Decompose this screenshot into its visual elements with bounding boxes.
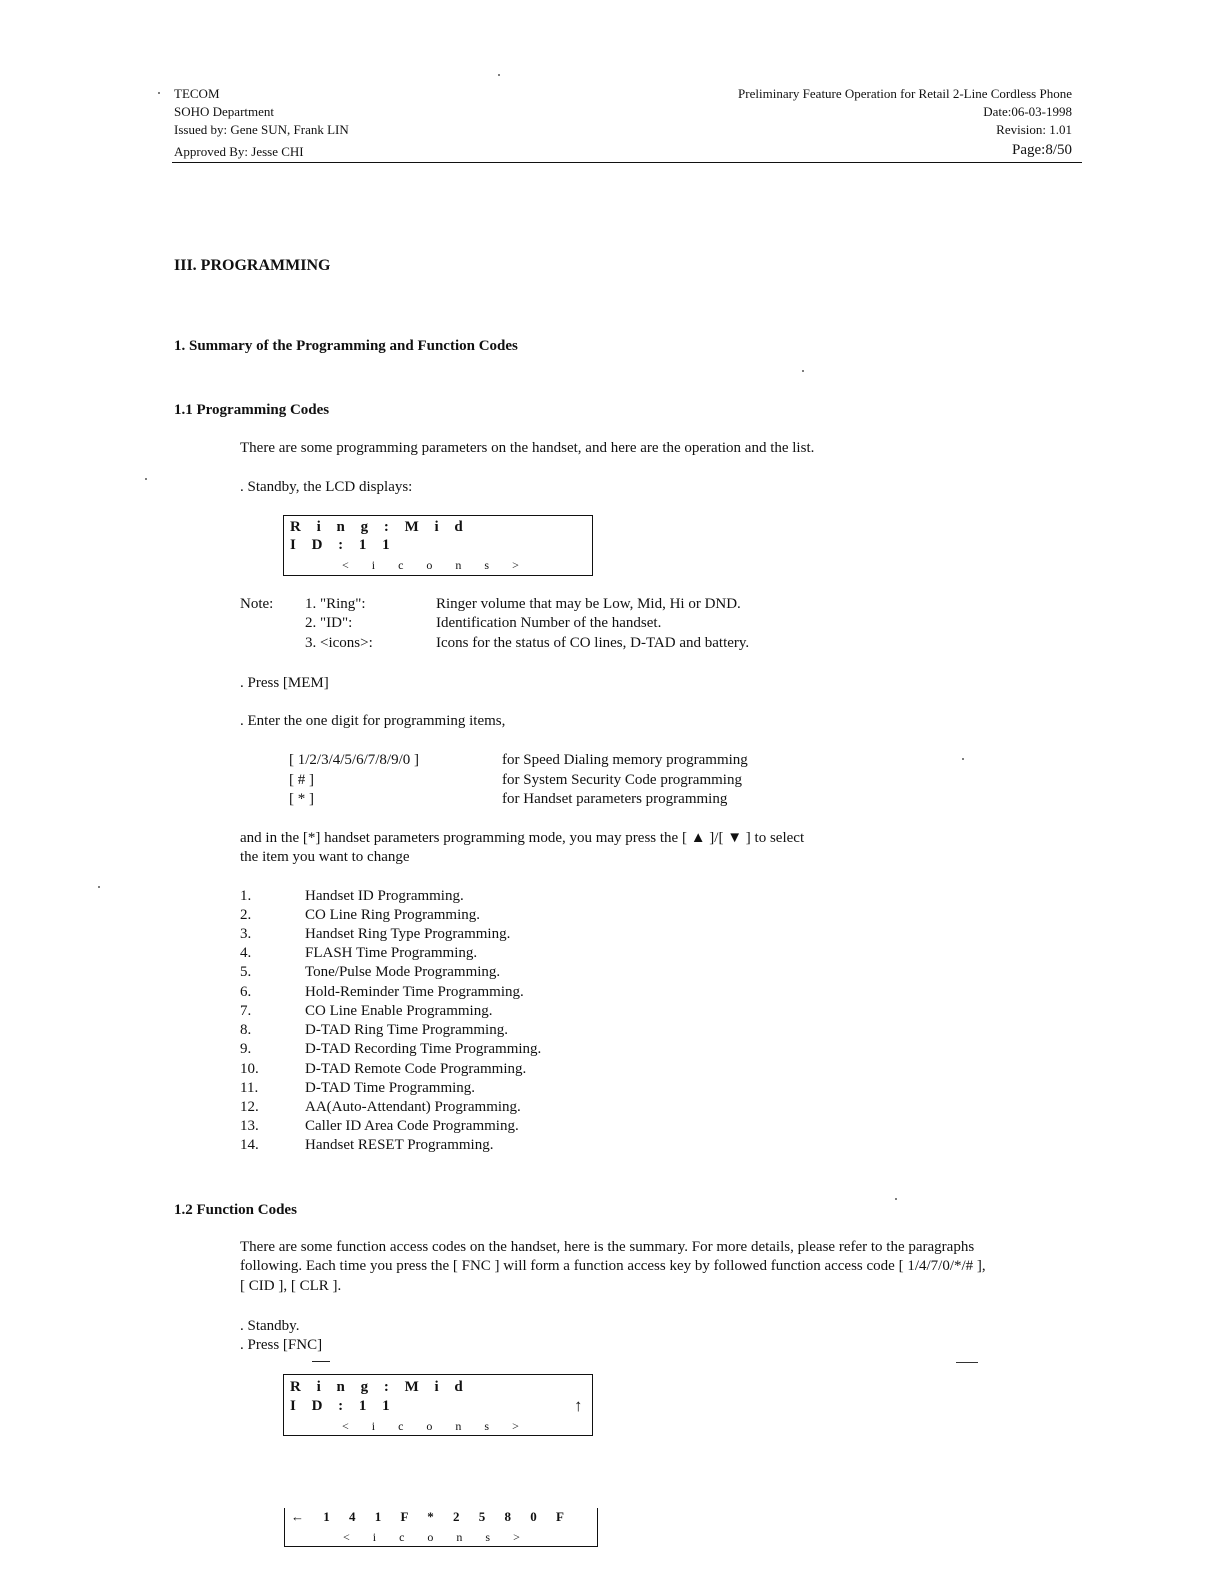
list-item-num: 4. <box>240 945 252 961</box>
list-item: Handset RESET Programming. <box>305 1137 494 1153</box>
list-item-num: 1. <box>240 888 252 904</box>
list-item: Tone/Pulse Mode Programming. <box>305 964 501 980</box>
scan-speck <box>802 370 804 372</box>
prog-codes-title: 1.1 Programming Codes <box>174 402 330 418</box>
prog-codes-intro: There are some programming parameters on the handset, and here are the operation and the list. <box>240 440 815 456</box>
fnc-lcd-display-2 <box>284 1508 598 1547</box>
list-item-num: 11. <box>240 1080 259 1096</box>
press-mem-instruction: . Press [MEM] <box>240 675 329 691</box>
list-item: Hold-Reminder Time Programming. <box>305 984 524 1000</box>
list-item: D-TAD Ring Time Programming. <box>305 1022 508 1038</box>
scan-speck <box>895 1198 897 1200</box>
summary-title: 1. Summary of the Programming and Function Codes <box>174 338 518 354</box>
note-term-id: 2. "ID": <box>305 615 353 631</box>
list-item-num: 8. <box>240 1022 252 1038</box>
fnc-lcd-line-ring: R i n g : M i d <box>290 1379 469 1395</box>
list-item-num: 7. <box>240 1003 252 1019</box>
scan-speck <box>145 478 147 480</box>
lcd-line-icons: < i c o n s > <box>342 558 529 572</box>
header-department: SOHO Department <box>174 104 275 119</box>
list-item-num: 3. <box>240 926 252 942</box>
header-company: TECOM <box>174 86 220 101</box>
fnc-lcd-display <box>283 1374 593 1436</box>
list-item-num: 13. <box>240 1118 259 1134</box>
key-security-desc: for System Security Code programming <box>502 772 742 788</box>
list-item: AA(Auto-Attendant) Programming. <box>305 1099 521 1115</box>
list-item: D-TAD Remote Code Programming. <box>305 1061 527 1077</box>
lcd-line-id: I D : 1 1 <box>290 537 396 553</box>
up-arrow-icon: ↑ <box>574 1396 589 1415</box>
lcd-display <box>283 515 593 576</box>
list-item-num: 12. <box>240 1099 259 1115</box>
func-codes-para-line3: [ CID ], [ CLR ]. <box>240 1278 342 1294</box>
fnc-lcd-line-icons: < i c o n s > <box>342 1419 529 1433</box>
note-label: Note: <box>240 596 274 612</box>
enter-digit-instruction: . Enter the one digit for programming items, <box>240 713 506 729</box>
fnc-lcd2-line-icons: < i c o n s > <box>343 1530 530 1544</box>
note-desc-ring: Ringer volume that may be Low, Mid, Hi or DND. <box>436 596 741 612</box>
list-item: Handset ID Programming. <box>305 888 464 904</box>
note-term-icons: 3. <icons>: <box>305 635 373 651</box>
fnc-lcd2-line-codes: ← 1 4 1 F * 2 5 8 0 F <box>291 1509 572 1524</box>
header-issued-by: Issued by: Gene SUN, Frank LIN <box>174 122 349 137</box>
list-item: Handset Ring Type Programming. <box>305 926 511 942</box>
scan-speck <box>158 92 160 94</box>
select-instruction-line2: the item you want to change <box>240 849 410 865</box>
header-date: Date:06-03-1998 <box>983 104 1072 119</box>
func-standby-instruction: . Standby. <box>240 1318 300 1334</box>
key-handset-params: [ * ] <box>289 791 314 807</box>
list-item-num: 14. <box>240 1137 259 1153</box>
key-security: [ # ] <box>289 772 314 788</box>
header-approved-by: Approved By: Jesse CHI <box>174 144 304 159</box>
note-desc-icons: Icons for the status of CO lines, D-TAD and battery. <box>436 635 750 651</box>
select-instruction-line1: and in the [*] handset parameters programming mode, you may press the [ ▲ ]/[ ▼ ] to select <box>240 830 805 846</box>
header-rule <box>172 162 1082 163</box>
scan-speck <box>498 74 500 76</box>
header-page: Page:8/50 <box>1012 142 1072 158</box>
key-speed-dial: [ 1/2/3/4/5/6/7/8/9/0 ] <box>289 752 419 768</box>
scan-mark <box>956 1362 978 1363</box>
scan-mark <box>312 1361 330 1362</box>
section-title: III. PROGRAMMING <box>174 257 331 274</box>
press-fnc-instruction: . Press [FNC] <box>240 1337 323 1353</box>
list-item: D-TAD Recording Time Programming. <box>305 1041 542 1057</box>
list-item-num: 5. <box>240 964 252 980</box>
standby-instruction: . Standby, the LCD displays: <box>240 479 413 495</box>
list-item: Caller ID Area Code Programming. <box>305 1118 519 1134</box>
list-item-num: 6. <box>240 984 252 1000</box>
header-doc-title: Preliminary Feature Operation for Retail 2-Line Cordless Phone <box>738 86 1072 101</box>
key-handset-params-desc: for Handset parameters programming <box>502 791 728 807</box>
list-item: D-TAD Time Programming. <box>305 1080 476 1096</box>
key-speed-dial-desc: for Speed Dialing memory programming <box>502 752 748 768</box>
func-codes-para-line1: There are some function access codes on the handset, here is the summary. For more details, please refer to the paragraphs <box>240 1239 975 1255</box>
list-item-num: 10. <box>240 1061 259 1077</box>
func-codes-title: 1.2 Function Codes <box>174 1202 297 1218</box>
func-codes-para-line2: following. Each time you press the [ FNC ] will form a function access key by followed function access code [ 1/4/7/0/*/# ], <box>240 1258 986 1274</box>
note-desc-id: Identification Number of the handset. <box>436 615 662 631</box>
list-item-num: 2. <box>240 907 252 923</box>
fnc-lcd-line-id: I D : 1 1 <box>290 1398 396 1414</box>
scan-speck <box>98 886 100 888</box>
header-revision: Revision: 1.01 <box>996 122 1072 137</box>
list-item-num: 9. <box>240 1041 252 1057</box>
list-item: CO Line Enable Programming. <box>305 1003 493 1019</box>
list-item: FLASH Time Programming. <box>305 945 478 961</box>
scan-speck <box>962 758 964 760</box>
lcd-line-ring: R i n g : M i d <box>290 519 469 535</box>
list-item: CO Line Ring Programming. <box>305 907 480 923</box>
note-term-ring: 1. "Ring": <box>305 596 366 612</box>
